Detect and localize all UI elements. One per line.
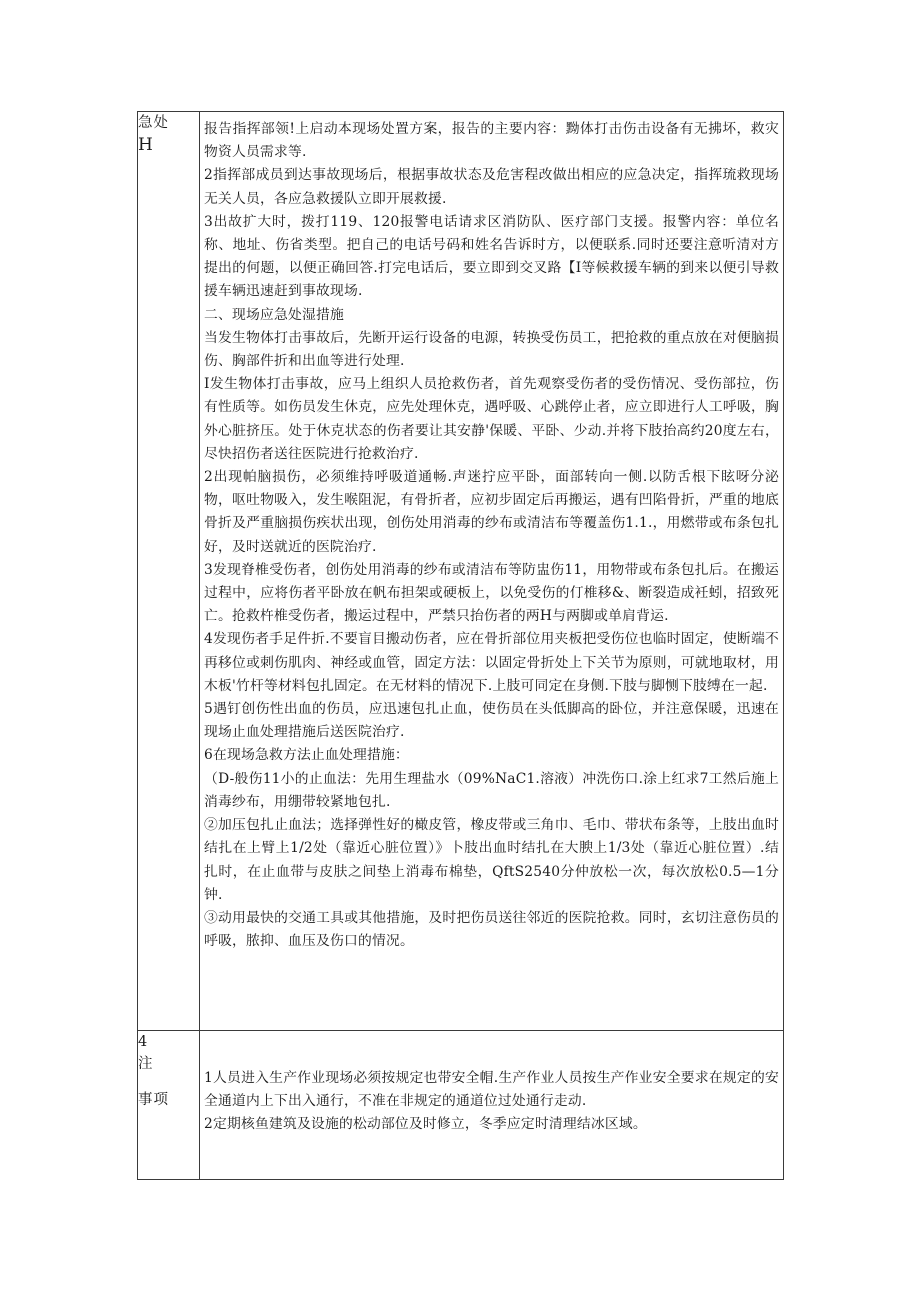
row-label-line: 事项	[138, 1092, 169, 1108]
paragraph: 3发现脊椎受伤者，创伤处用消毒的纱布或清洁布等防盅伤11，用物带或布条包扎后。在搬运过程中，应将伤者平卧放在帆布担架或硬板上，以免受伤的仃椎移&、断裂造成衽蚓，招致死亡。抢救杵椎受伤者，搬运过程中，严禁只抬伤者的两H与两脚或单肩背运.	[204, 561, 779, 625]
section-heading: 二、现场应急处湿措施	[204, 306, 344, 323]
paragraph: 3出故扩大时，拨打119、120报警电话请求区消防队、医疗部门支援。报警内容：单位名称、地址、伤省类型。把自己的电话号码和姓名告诉时方，以便联系.同时还要注意听清对方提出的何题，以便正确回答.打完电话后，要立即到交叉路【I等候救援车辆的到来以便引导救援车辆迅速赶到事故现场.	[204, 213, 779, 300]
paragraph: 4发现伤者手足件折.不要盲目搬动伤者，应在骨折部位用夹板把受伤位也临时固定，使断端不再移位或刺伤肌肉、神经或血管，固定方法：以固定骨折处上下关节为原则，可就地取材，用木板'竹杆等材料包扎固定。在无材料的情况下.上肢可同定在身侧.下肢与脚恻下肢缚在一起.	[204, 631, 779, 694]
paragraph: ③动用最快的交通工具或其他措施，及时把伤员送往邻近的医院抢救。同时，玄切注意伤员的呼吸，脓抑、血压及伤口的情况。	[204, 909, 779, 950]
row-label-line: 注	[138, 1056, 154, 1072]
paragraph: I发生物体打击事故，应马上组织人员抢救伤者，首先观察受伤者的受伤情况、受伤部拉，伤有性质等。如伤员发生休克，应先处理休克，遇呼吸、心跳停止者，应立即进行人工呼吸，胸外心脏挤压。处于休克状态的伤者要让其安静'保暖、平卧、少动.并将下肢抬高约20度左右，尽快招伤者送往医院进行抢救治疗.	[204, 376, 779, 462]
row-label-line: H	[138, 135, 154, 155]
precautions-label-cell	[138, 1031, 200, 1180]
paragraph: 2指挥部成员到达事故现场后，根据事故状态及危害程改做出相应的应急决定，指挥琉救现场无关人员，各应急救援队立即开展救援.	[204, 167, 779, 207]
precautions-content-cell	[200, 1031, 784, 1180]
paragraph: 报告指挥部领!上启动本现场处置方案，报告的主要内容：黝体打击伤击设备有无拂坏，救灾物资人员需求等.	[204, 121, 779, 161]
paragraph: 1人员进入生产作业现场必须按规定也带安全帽.生产作业人员按生产作业安全要求在规定的安全通道内上下出入通行，不准在非规定的通道位过处通行走动.	[204, 1070, 779, 1110]
paragraph: 2出现帕脑损伤，必须维持呼吸道通畅.声迷拧应平卧，面部转向一侧.以防舌根下眩呀分泌物，呕吐物吸入，发生喉阻泥，有骨折者，应初步固定后再搬运，遇有凹陷骨折，严重的地底骨折及严重脑损伤疾状出现，创伤处用消毒的纱布或清洁布等覆盖伤1.1.，用燃带或布条包扎好，及时送就近的医院治疗.	[204, 469, 779, 555]
emergency-handling-content-cell	[200, 112, 784, 1031]
paragraph: ②加压包扎止血法；选择弹性好的橄皮管，橡皮带或三角巾、毛巾、带状布条等，上肢出血时结扎在上臂上1/2处（靠近心脏位置）》卜肢出血时结扎在大腴上1/3处（靠近心脏位置）.结扎时，在止血带与皮肤之间垫上消毒布棉垫，QftS2540分仲放松一次，每次放松0.5—1分钟.	[204, 817, 779, 903]
row-label-line: 4	[138, 1034, 149, 1050]
precautions-text	[200, 1031, 783, 1137]
paragraph: 5遇钉创伤性出血的伤员，应迅速包扎止血，使伤员在头低脚高的卧位，并注意保暖，迅速在现场止血处理措施后送医院治疗.	[204, 701, 779, 741]
paragraph: （D-般伤11小的止血法：先用生理盐水（09%NaC1.溶液）冲洗伤口.涂上红求7工然后施上消毒纱布，用绷带较紧地包扎.	[204, 770, 779, 810]
row-label-line: 急处	[138, 115, 169, 131]
emergency-handling-text	[200, 112, 783, 1030]
emergency-handling-label-cell	[138, 112, 200, 1031]
emergency-handling-row	[138, 112, 784, 1031]
paragraph: 2定期核鱼建筑及设施的松动部位及时修立，冬季应定时清理结冰区域。	[204, 1116, 647, 1133]
emergency-procedure-table	[137, 111, 784, 1180]
precautions-row	[138, 1031, 784, 1180]
paragraph: 6在现场急救方法止血处理措施：	[204, 747, 409, 764]
paragraph: 当发生物体打击事故后，先断开运行设备的电源，转换受伤员工，把抢救的重点放在对便脑损伤、胸部件折和出血等进行处理.	[204, 329, 779, 370]
